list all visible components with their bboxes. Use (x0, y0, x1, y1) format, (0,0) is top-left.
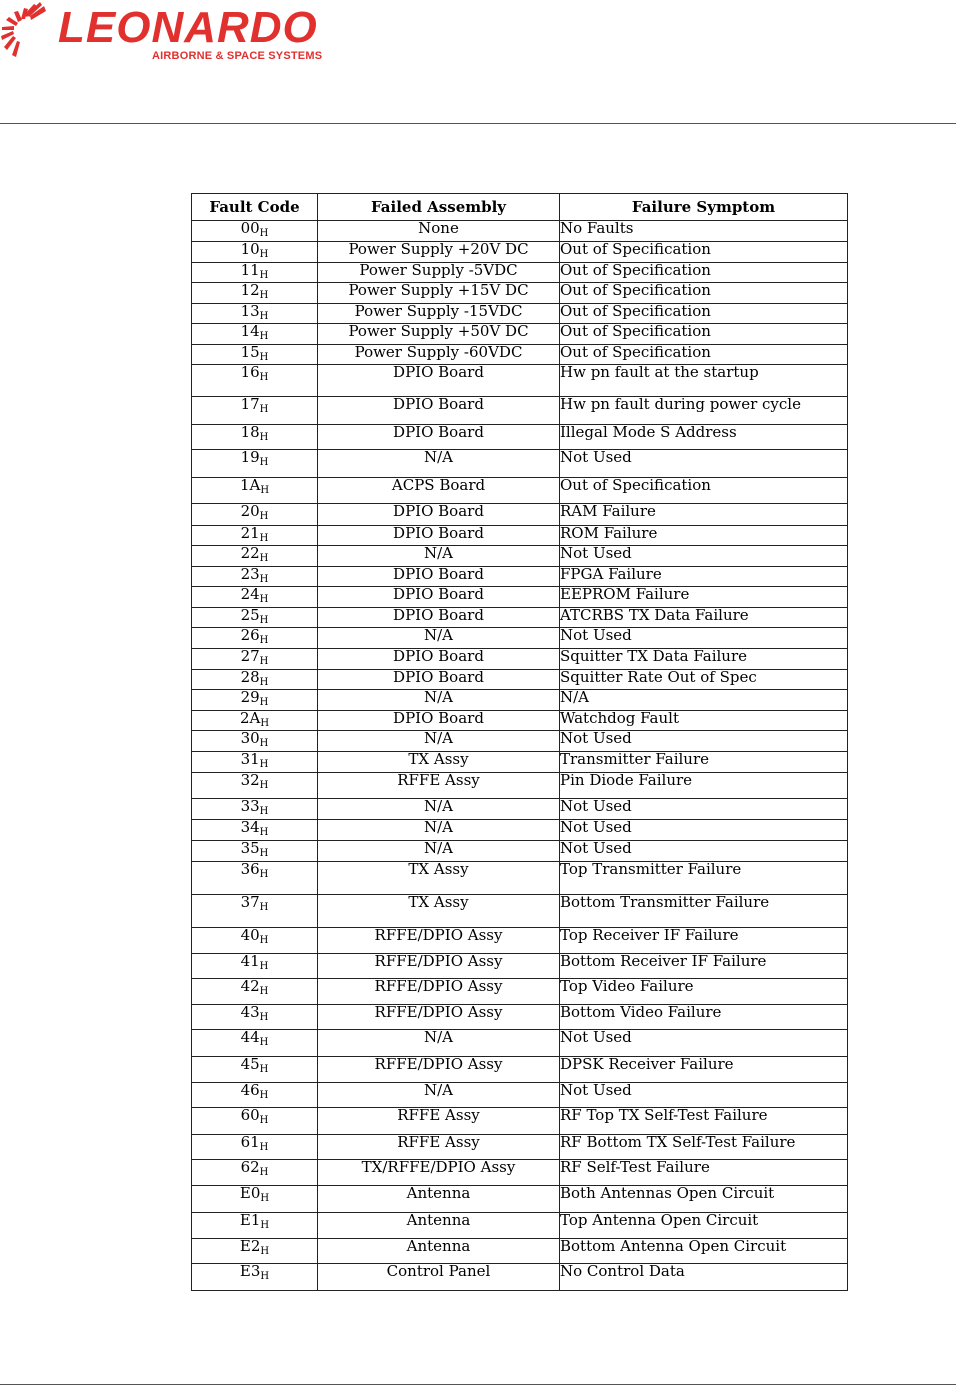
failure-symptom-cell: Not Used (560, 731, 848, 752)
failure-symptom-cell: Bottom Transmitter Failure (560, 895, 848, 928)
fault-code-value: 45 (240, 1056, 260, 1073)
fault-code-cell (192, 504, 318, 526)
table-row (192, 450, 848, 478)
hex-suffix: H (259, 1012, 269, 1023)
failure-symptom-cell: Hw pn fault at the startup (560, 365, 848, 397)
failure-symptom-cell: RF Top TX Self-Test Failure (560, 1108, 848, 1135)
fault-code-value: 46 (240, 1082, 260, 1099)
failure-symptom-cell: Squitter TX Data Failure (560, 649, 848, 670)
failed-assembly-cell: DPIO Board (318, 608, 560, 628)
fault-code-cell (192, 242, 318, 263)
failure-symptom-cell: Hw pn fault during power cycle (560, 397, 848, 425)
failed-assembly-cell: N/A (318, 450, 560, 478)
table-row (192, 504, 848, 526)
fault-code-cell (192, 1005, 318, 1030)
failure-symptom-cell: Bottom Antenna Open Circuit (560, 1239, 848, 1264)
hex-suffix: H (259, 228, 269, 239)
hex-suffix: H (259, 1037, 269, 1048)
failure-symptom-cell: Illegal Mode S Address (560, 425, 848, 450)
fault-code-value: 41 (240, 953, 260, 970)
failure-symptom-cell: Transmitter Failure (560, 752, 848, 773)
hex-suffix: H (260, 718, 270, 729)
fault-code-value: 44 (240, 1029, 260, 1046)
table-row (192, 1108, 848, 1135)
fault-code-cell (192, 324, 318, 345)
hex-suffix: H (259, 290, 269, 301)
failure-symptom-cell: Out of Specification (560, 478, 848, 504)
failure-symptom-cell: Both Antennas Open Circuit (560, 1186, 848, 1213)
table-row (192, 345, 848, 365)
fault-code-value: 00 (240, 220, 260, 237)
failed-assembly-cell: RFFE/DPIO Assy (318, 979, 560, 1005)
hex-suffix: H (260, 1246, 270, 1257)
failed-assembly-cell: DPIO Board (318, 526, 560, 546)
failure-symptom-cell: Out of Specification (560, 345, 848, 365)
table-row (192, 862, 848, 895)
failed-assembly-cell: DPIO Board (318, 397, 560, 425)
hex-suffix: H (259, 615, 269, 626)
table-row (192, 954, 848, 979)
fault-code-cell (192, 711, 318, 731)
table-row (192, 526, 848, 546)
hex-suffix: H (259, 432, 269, 443)
failure-symptom-cell: Out of Specification (560, 283, 848, 304)
table-row (192, 365, 848, 397)
fault-code-cell (192, 397, 318, 425)
failure-symptom-cell: FPGA Failure (560, 567, 848, 587)
failed-assembly-cell: RFFE/DPIO Assy (318, 928, 560, 954)
table-row (192, 324, 848, 345)
table-row (192, 1186, 848, 1213)
fault-code-value: 21 (240, 525, 260, 542)
hex-suffix: H (259, 738, 269, 749)
failure-symptom-cell: Not Used (560, 820, 848, 841)
hex-suffix: H (259, 935, 269, 946)
table-body (192, 221, 848, 1291)
failure-symptom-cell: Squitter Rate Out of Spec (560, 670, 848, 690)
failed-assembly-cell: RFFE Assy (318, 1135, 560, 1160)
column-header-fault-code: Fault Code (192, 194, 318, 221)
fault-code-cell (192, 425, 318, 450)
fault-code-cell (192, 841, 318, 862)
table-row (192, 820, 848, 841)
failed-assembly-cell: Antenna (318, 1213, 560, 1239)
failed-assembly-cell: DPIO Board (318, 567, 560, 587)
fault-code-table (191, 193, 848, 1291)
fault-code-cell (192, 1160, 318, 1186)
table-row (192, 773, 848, 799)
fault-code-cell (192, 820, 318, 841)
fault-code-value: 22 (240, 545, 260, 562)
hex-suffix: H (259, 759, 269, 770)
fault-code-cell (192, 1264, 318, 1291)
failed-assembly-cell: DPIO Board (318, 649, 560, 670)
table-row (192, 649, 848, 670)
table-row (192, 928, 848, 954)
failure-symptom-cell: Out of Specification (560, 324, 848, 345)
fault-code-value: 12 (240, 282, 260, 299)
fault-code-cell (192, 731, 318, 752)
failure-symptom-cell: Watchdog Fault (560, 711, 848, 731)
fault-code-cell (192, 690, 318, 711)
hex-suffix: H (259, 457, 269, 468)
failure-symptom-cell: DPSK Receiver Failure (560, 1057, 848, 1083)
failed-assembly-cell: N/A (318, 820, 560, 841)
hex-suffix: H (259, 533, 269, 544)
fault-code-cell (192, 526, 318, 546)
hex-suffix: H (259, 848, 269, 859)
brand-subtitle: AIRBORNE & SPACE SYSTEMS (152, 50, 323, 62)
hex-suffix: H (260, 1220, 270, 1231)
failed-assembly-cell: N/A (318, 1030, 560, 1057)
failed-assembly-cell: DPIO Board (318, 425, 560, 450)
fault-code-value: 19 (240, 449, 260, 466)
fault-code-value: 33 (240, 798, 260, 815)
hex-suffix: H (259, 677, 269, 688)
fault-code-cell (192, 1239, 318, 1264)
failure-symptom-cell: Not Used (560, 628, 848, 649)
failure-symptom-cell: Not Used (560, 1083, 848, 1108)
failure-symptom-cell: Not Used (560, 546, 848, 567)
failed-assembly-cell: TX Assy (318, 895, 560, 928)
failed-assembly-cell: N/A (318, 546, 560, 567)
hex-suffix: H (259, 1090, 269, 1101)
table-row (192, 1135, 848, 1160)
table-row (192, 1083, 848, 1108)
table-row (192, 425, 848, 450)
table-row (192, 263, 848, 283)
fault-code-value: E1 (239, 1212, 261, 1229)
fault-code-value: 30 (240, 730, 260, 747)
hex-suffix: H (259, 594, 269, 605)
fault-code-cell (192, 928, 318, 954)
failed-assembly-cell: DPIO Board (318, 587, 560, 608)
table-row (192, 711, 848, 731)
fault-code-value: 62 (240, 1159, 260, 1176)
failure-symptom-cell: Not Used (560, 841, 848, 862)
failure-symptom-cell: Bottom Receiver IF Failure (560, 954, 848, 979)
failure-symptom-cell: Top Receiver IF Failure (560, 928, 848, 954)
fault-code-cell (192, 799, 318, 820)
hex-suffix: H (259, 1064, 269, 1075)
failure-symptom-cell: No Faults (560, 221, 848, 242)
table-row (192, 690, 848, 711)
failed-assembly-cell: Control Panel (318, 1264, 560, 1291)
fault-code-value: 17 (240, 396, 260, 413)
failure-symptom-cell: Not Used (560, 450, 848, 478)
fault-code-cell (192, 304, 318, 324)
fault-code-value: E2 (239, 1238, 261, 1255)
hex-suffix: H (260, 1193, 270, 1204)
failure-symptom-cell: Out of Specification (560, 304, 848, 324)
hex-suffix: H (259, 961, 269, 972)
hex-suffix: H (259, 869, 269, 880)
table-row (192, 1264, 848, 1291)
hex-suffix: H (259, 697, 269, 708)
failed-assembly-cell: RFFE/DPIO Assy (318, 1005, 560, 1030)
table-row (192, 752, 848, 773)
page-header (0, 0, 956, 125)
fault-code-cell (192, 587, 318, 608)
hex-suffix: H (259, 806, 269, 817)
fault-code-value: 1A (239, 477, 261, 494)
table-row (192, 628, 848, 649)
failed-assembly-cell: N/A (318, 799, 560, 820)
failure-symptom-cell: N/A (560, 690, 848, 711)
hex-suffix: H (259, 827, 269, 838)
hex-suffix: H (259, 986, 269, 997)
fault-code-value: 23 (240, 566, 260, 583)
table-row (192, 895, 848, 928)
failed-assembly-cell: Power Supply -60VDC (318, 345, 560, 365)
table-row (192, 841, 848, 862)
failed-assembly-cell: DPIO Board (318, 504, 560, 526)
leonardo-logo-icon (0, 2, 48, 60)
fault-code-cell (192, 979, 318, 1005)
fault-code-cell (192, 450, 318, 478)
hex-suffix: H (259, 656, 269, 667)
table-row (192, 242, 848, 263)
hex-suffix: H (259, 574, 269, 585)
fault-code-cell (192, 546, 318, 567)
fault-code-cell (192, 773, 318, 799)
failure-symptom-cell: Out of Specification (560, 242, 848, 263)
failed-assembly-cell: N/A (318, 628, 560, 649)
fault-code-cell (192, 649, 318, 670)
fault-code-cell (192, 862, 318, 895)
failed-assembly-cell: Power Supply +15V DC (318, 283, 560, 304)
fault-code-value: 10 (240, 241, 260, 258)
fault-code-value: 43 (240, 1004, 260, 1021)
table-row (192, 1239, 848, 1264)
failed-assembly-cell: DPIO Board (318, 670, 560, 690)
failed-assembly-cell: Power Supply +20V DC (318, 242, 560, 263)
fault-code-value: 25 (240, 607, 260, 624)
hex-suffix: H (259, 553, 269, 564)
failure-symptom-cell: Bottom Video Failure (560, 1005, 848, 1030)
fault-code-value: 40 (240, 927, 260, 944)
table-row (192, 567, 848, 587)
fault-code-value: 14 (240, 323, 260, 340)
table-row (192, 1030, 848, 1057)
brand-name: LEONARDO (58, 3, 318, 52)
hex-suffix: H (259, 1167, 269, 1178)
failure-symptom-cell: Out of Specification (560, 263, 848, 283)
failure-symptom-cell: RF Self-Test Failure (560, 1160, 848, 1186)
failed-assembly-cell: None (318, 221, 560, 242)
hex-suffix: H (259, 1115, 269, 1126)
table-row (192, 1057, 848, 1083)
failure-symptom-cell: EEPROM Failure (560, 587, 848, 608)
fault-code-value: 26 (240, 627, 260, 644)
failure-symptom-cell: ATCRBS TX Data Failure (560, 608, 848, 628)
hex-suffix: H (259, 270, 269, 281)
table-row (192, 670, 848, 690)
column-header-failure-symptom: Failure Symptom (560, 194, 848, 221)
failed-assembly-cell: Antenna (318, 1186, 560, 1213)
table-row (192, 608, 848, 628)
fault-code-value: 13 (240, 303, 260, 320)
hex-suffix: H (259, 372, 269, 383)
fault-code-cell (192, 1135, 318, 1160)
failure-symptom-cell: ROM Failure (560, 526, 848, 546)
fault-code-value: 61 (240, 1134, 260, 1151)
fault-code-value: 11 (240, 262, 260, 279)
hex-suffix: H (259, 249, 269, 260)
table-row (192, 587, 848, 608)
fault-code-value: 32 (240, 772, 260, 789)
failure-symptom-cell: Not Used (560, 1030, 848, 1057)
table-row (192, 1005, 848, 1030)
failure-symptom-cell: RAM Failure (560, 504, 848, 526)
table-row (192, 397, 848, 425)
table-header-row (192, 194, 848, 221)
fault-code-cell (192, 221, 318, 242)
fault-code-cell (192, 1083, 318, 1108)
table-row (192, 304, 848, 324)
fault-code-cell (192, 1186, 318, 1213)
table-row (192, 478, 848, 504)
fault-code-cell (192, 628, 318, 649)
failure-symptom-cell: Top Transmitter Failure (560, 862, 848, 895)
failed-assembly-cell: RFFE/DPIO Assy (318, 954, 560, 979)
fault-code-value: 34 (240, 819, 260, 836)
fault-code-value: 31 (240, 751, 260, 768)
table-row (192, 1160, 848, 1186)
fault-code-cell (192, 1108, 318, 1135)
header-divider (0, 123, 956, 124)
failed-assembly-cell: Power Supply -5VDC (318, 263, 560, 283)
fault-code-cell (192, 365, 318, 397)
failed-assembly-cell: TX Assy (318, 862, 560, 895)
hex-suffix: H (259, 1142, 269, 1153)
column-header-failed-assembly: Failed Assembly (318, 194, 560, 221)
fault-code-value: 18 (240, 424, 260, 441)
fault-code-value: 37 (240, 894, 260, 911)
hex-suffix: H (259, 352, 269, 363)
fault-code-cell (192, 283, 318, 304)
fault-code-value: 60 (240, 1107, 260, 1124)
fault-code-cell (192, 954, 318, 979)
hex-suffix: H (259, 331, 269, 342)
hex-suffix: H (259, 780, 269, 791)
failed-assembly-cell: TX Assy (318, 752, 560, 773)
failure-symptom-cell: RF Bottom TX Self-Test Failure (560, 1135, 848, 1160)
fault-code-cell (192, 670, 318, 690)
fault-code-cell (192, 1213, 318, 1239)
fault-code-cell (192, 567, 318, 587)
fault-code-value: 36 (240, 861, 260, 878)
fault-code-value: 27 (240, 648, 260, 665)
failed-assembly-cell: N/A (318, 1083, 560, 1108)
fault-code-cell (192, 1057, 318, 1083)
fault-code-cell (192, 895, 318, 928)
hex-suffix: H (260, 1271, 270, 1282)
fault-code-value: 20 (240, 503, 260, 520)
fault-code-value: E0 (239, 1185, 261, 1202)
hex-suffix: H (259, 511, 269, 522)
fault-code-value: 2A (239, 710, 261, 727)
failure-symptom-cell: Not Used (560, 799, 848, 820)
footer-divider (0, 1384, 956, 1385)
failed-assembly-cell: N/A (318, 841, 560, 862)
fault-code-cell (192, 1030, 318, 1057)
table-row (192, 1213, 848, 1239)
failed-assembly-cell: RFFE/DPIO Assy (318, 1057, 560, 1083)
fault-code-value: E3 (239, 1263, 261, 1280)
failed-assembly-cell: Power Supply +50V DC (318, 324, 560, 345)
fault-code-cell (192, 752, 318, 773)
failed-assembly-cell: DPIO Board (318, 711, 560, 731)
hex-suffix: H (260, 485, 270, 496)
table-row (192, 546, 848, 567)
failed-assembly-cell: Antenna (318, 1239, 560, 1264)
table-row (192, 283, 848, 304)
fault-code-cell (192, 263, 318, 283)
fault-code-cell (192, 345, 318, 365)
fault-code-cell (192, 478, 318, 504)
hex-suffix: H (259, 404, 269, 415)
fault-code-value: 29 (240, 689, 260, 706)
hex-suffix: H (259, 635, 269, 646)
failure-symptom-cell: Top Antenna Open Circuit (560, 1213, 848, 1239)
fault-code-cell (192, 608, 318, 628)
fault-code-value: 28 (240, 669, 260, 686)
failed-assembly-cell: TX/RFFE/DPIO Assy (318, 1160, 560, 1186)
failed-assembly-cell: N/A (318, 731, 560, 752)
fault-code-value: 35 (240, 840, 260, 857)
fault-code-value: 24 (240, 586, 260, 603)
fault-code-value: 15 (240, 344, 260, 361)
table-row (192, 221, 848, 242)
failure-symptom-cell: No Control Data (560, 1264, 848, 1291)
table-row (192, 731, 848, 752)
failed-assembly-cell: RFFE Assy (318, 773, 560, 799)
hex-suffix: H (259, 902, 269, 913)
failure-symptom-cell: Pin Diode Failure (560, 773, 848, 799)
failed-assembly-cell: DPIO Board (318, 365, 560, 397)
failed-assembly-cell: RFFE Assy (318, 1108, 560, 1135)
failed-assembly-cell: Power Supply -15VDC (318, 304, 560, 324)
failed-assembly-cell: N/A (318, 690, 560, 711)
fault-code-value: 16 (240, 364, 260, 381)
table-row (192, 979, 848, 1005)
table-row (192, 799, 848, 820)
failed-assembly-cell: ACPS Board (318, 478, 560, 504)
hex-suffix: H (259, 311, 269, 322)
fault-code-value: 42 (240, 978, 260, 995)
failure-symptom-cell: Top Video Failure (560, 979, 848, 1005)
